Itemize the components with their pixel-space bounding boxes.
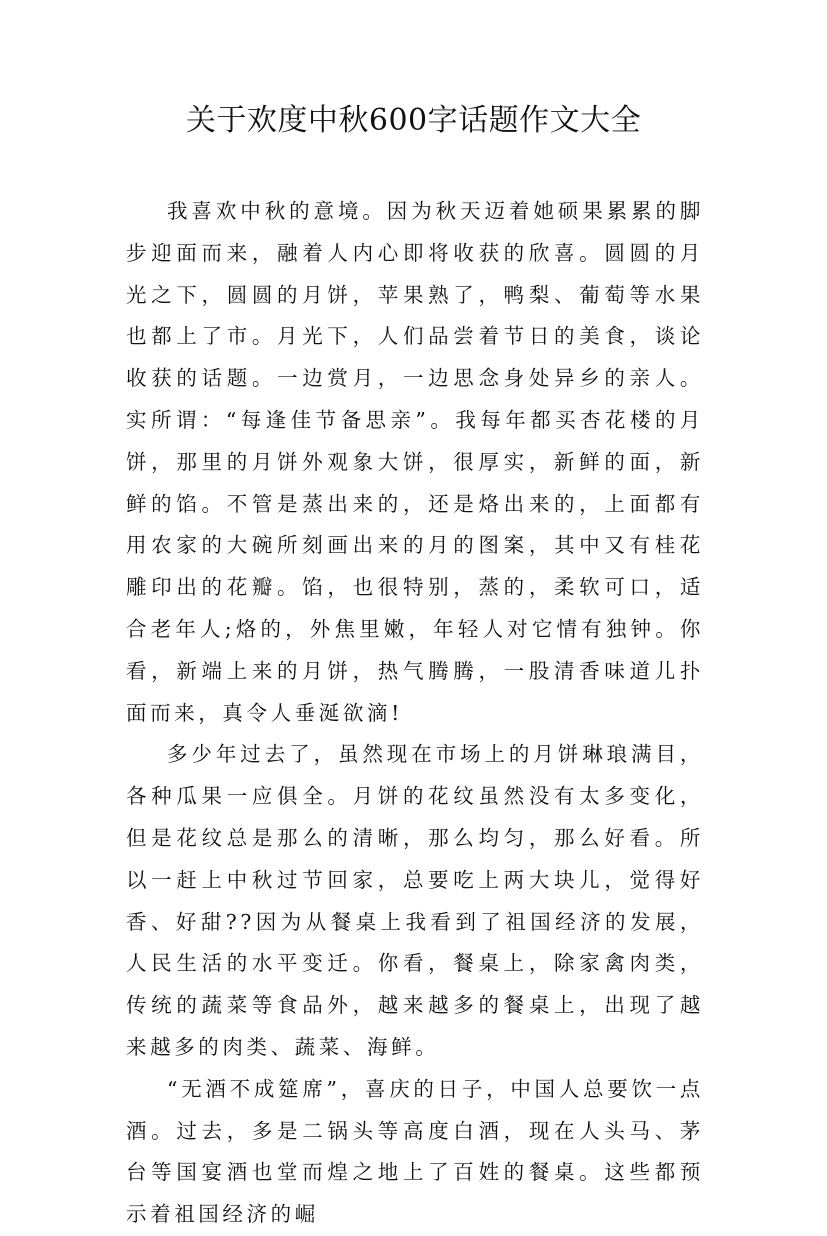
document-body (126, 191, 704, 1236)
paragraph-3: “无酒不成筵席”，喜庆的日子，中国人总要饮一点酒。过去，多是二锅头等高度白酒，现在人头马、茅台等国宴酒也堂而煌之地上了百姓的餐桌。这些都预示着祖国经济的崛 (126, 1076, 704, 1227)
document-title: 关于欢度中秋600字话题作文大全 (185, 103, 642, 138)
paragraph-2: 多少年过去了，虽然现在市场上的月饼琳琅满目，各种瓜果一应俱全。月饼的花纹虽然没有太多变化，但是花纹总是那么的清晰，那么均匀，那么好看。所以一赶上中秋过节回家，总要吃上两大块儿，觉得好香、好甜??因为从餐桌上我看到了祖国经济的发展，人民生活的水平变迁。你看，餐桌上，除家禽肉类，传统的蔬菜等食品外，越来越多的餐桌上，出现了越来越多的肉类、蔬菜、海鲜。 (126, 742, 704, 1059)
paragraph-1: 我喜欢中秋的意境。因为秋天迈着她硕果累累的脚步迎面而来，融着人内心即将收获的欣喜。圆圆的月光之下，圆圆的月饼，苹果熟了，鸭梨、葡萄等水果也都上了市。月光下，人们品尝着节日的美食，谈论收获的话题。一边赏月，一边思念身处异乡的亲人。实所谓：“每逢佳节备思亲”。我每年都买杏花楼的月饼，那里的月饼外观象大饼，很厚实，新鲜的面，新鲜的馅。不管是蒸出来的，还是烙出来的，上面都有用农家的大碗所刻画出来的月的图案，其中又有桂花雕印出的花瓣。馅，也很特别，蒸的，柔软可口，适合老年人;烙的，外焦里嫩，年轻人对它情有独钟。你看，新端上来的月饼，热气腾腾，一股清香味道儿扑面而来，真令人垂涎欲滴! (126, 199, 704, 725)
